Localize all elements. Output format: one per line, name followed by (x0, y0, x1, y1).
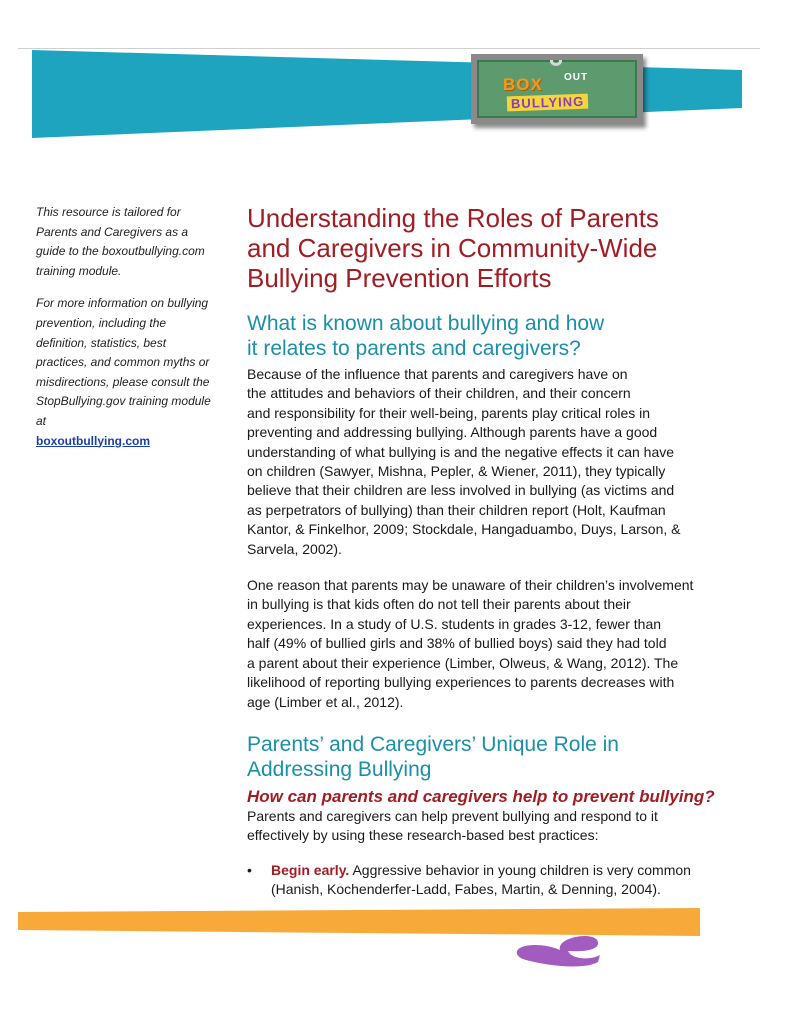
section-2-intro (247, 807, 757, 846)
page-title-line-2: and Caregivers in Community-Wide (247, 233, 658, 263)
para-line: Kantor, & Finkelhor, 2009; Stockdale, Hangaduambo, Duys, Larson, & (247, 521, 681, 538)
para-line: understanding of what bullying is and the negative effects it can have (247, 443, 675, 460)
footer-decoration (0, 900, 791, 980)
para-line: in bullying is that kids often do not tell their parents about their (247, 596, 631, 613)
para-line: on children (Sawyer, Mishna, Pepler, & Wiener, 2011), they typically (247, 463, 666, 480)
sidebar-para-2-text: For more information on bullying prevention, including the definition, statistics, best practices, and common myths or misdirections, please consult the StopBullying.gov training module at (36, 296, 211, 428)
sidebar-para-2 (36, 294, 212, 451)
section-1-paragraph-1 (247, 365, 757, 559)
section-2-heading-line-2: Addressing Bullying (247, 757, 432, 781)
para-line: preventing and addressing bullying. Although parents have a good (247, 424, 658, 441)
bullet-icon: • (247, 861, 252, 878)
para-line: experiences. In a study of U.S. students in grades 3-12, fewer than (247, 615, 662, 632)
para-line: half (49% of bullied girls and 38% of bullied boys) said they had told (247, 635, 667, 652)
sidebar-note (36, 203, 212, 464)
para-line: One reason that parents may be unaware of their children’s involvement (247, 577, 694, 594)
para-line: Parents and caregivers can help prevent bullying and respond to it (247, 807, 658, 824)
para-line: likelihood of reporting bullying experiences to parents decreases with (247, 674, 675, 691)
boxoutbullying-link[interactable]: boxoutbullying.com (36, 433, 150, 448)
para-line: Because of the influence that parents and caregivers have on (247, 366, 628, 382)
section-2-subheading: How can parents and caregivers help to prevent bullying? (247, 786, 715, 806)
box-out-bullying-logo (471, 54, 643, 124)
logo-word-box: BOX (503, 75, 543, 94)
para-line: Sarvela, 2002). (247, 540, 342, 557)
para-line: and responsibility for their well-being, parents play critical roles in (247, 404, 651, 421)
bullet-begin-early (247, 861, 757, 900)
main-content (247, 203, 757, 900)
header-banner (0, 0, 791, 150)
section-1-heading-line-2: it relates to parents and caregivers? (247, 337, 581, 360)
sidebar-para-1: This resource is tailored for Parents and Caregivers as a guide to the boxoutbullying.com training module. (36, 205, 205, 278)
para-line: the attitudes and behaviors of their children, and their concern (247, 385, 631, 402)
logo-word-bullying: BULLYING (507, 94, 589, 112)
section-1-heading-line-1: What is known about bullying and how (247, 312, 605, 335)
page-title-line-3: Bullying Prevention Efforts (247, 263, 552, 293)
para-line: as perpetrators of bullying) than their children report (Holt, Kaufman (247, 501, 666, 518)
para-line: effectively by using these research-based best practices: (247, 827, 599, 844)
section-2-heading-line-1: Parents’ and Caregivers’ Unique Role in (247, 732, 619, 756)
logo-word-out: OUT (564, 72, 589, 83)
section-2-heading (247, 732, 757, 782)
page-title-line-1: Understanding the Roles of Parents (247, 203, 659, 233)
para-line: a parent about their experience (Limber, Olweus, & Wang, 2012). The (247, 654, 679, 671)
para-line: believe that their children are less involved in bullying (as victims and (247, 482, 675, 499)
page-title (247, 203, 757, 293)
section-1-heading (247, 311, 757, 361)
logo-ring-icon (550, 56, 562, 66)
footer-e-logo-icon (517, 936, 600, 966)
bullet-lead: Begin early. (271, 861, 350, 878)
bullet-text-line-2: (Hanish, Kochenderfer-Ladd, Fabes, Martin, & Denning, 2004). (271, 881, 661, 898)
section-1-paragraph-2 (247, 576, 757, 712)
footer-orange-band (18, 908, 700, 936)
bullet-text-line-1: Aggressive behavior in young children is very common (349, 861, 691, 878)
para-line: age (Limber et al., 2012). (247, 693, 404, 710)
